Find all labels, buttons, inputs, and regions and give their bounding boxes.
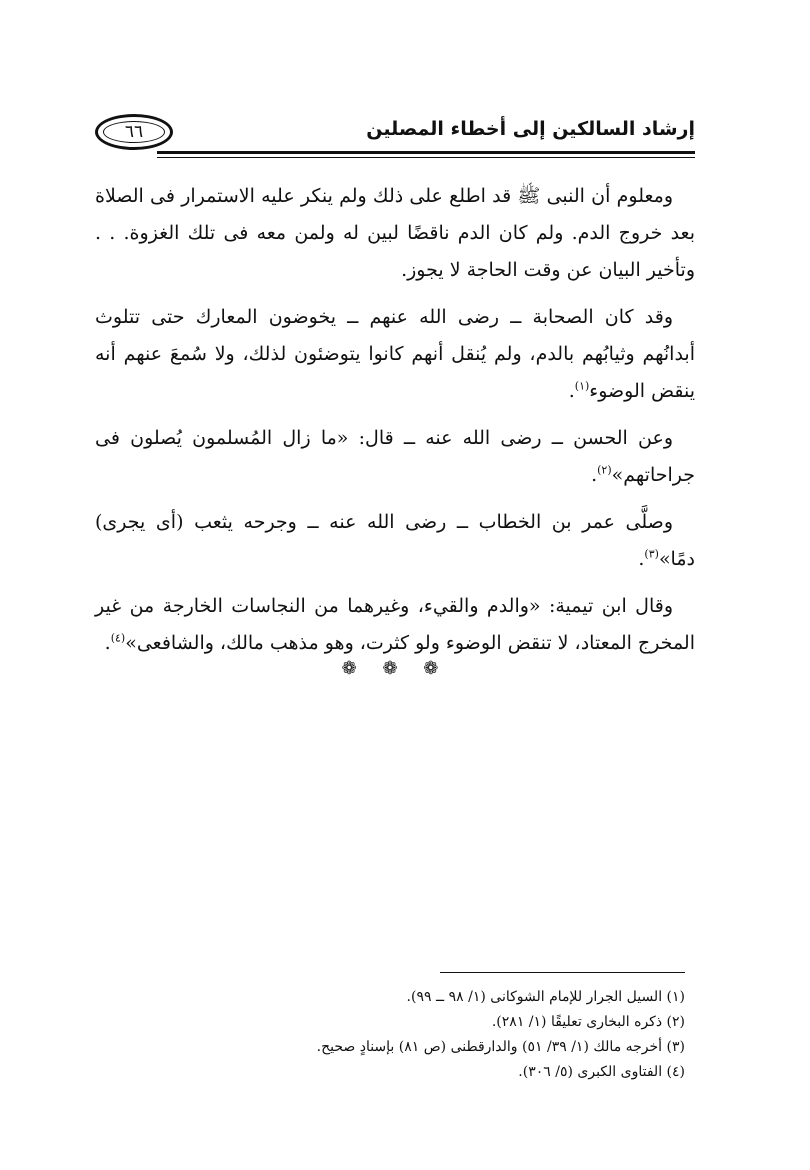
footnote-ref[interactable]: (١) <box>574 379 590 393</box>
paragraph-end: . <box>104 632 111 654</box>
paragraph-text: وصلَّى عمر بن الخطاب ــ رضى الله عنه ــ وجرحه يثعب (أى يجرى) دمًا» <box>95 511 695 570</box>
paragraph-text: وقد كان الصحابة ــ رضى الله عنهم ــ يخوضون المعارك حتى تتلوث أبدانُهم وثيابُهم بالدم، ولم يُنقل أنهم كانوا يتوضئون لذلك، ولا سُمعَ عنهم أنه ينقض الوضوء <box>95 306 695 402</box>
paragraph-end: . <box>591 464 598 486</box>
paragraph <box>95 178 695 289</box>
paragraph <box>95 588 695 662</box>
body-text <box>95 178 695 672</box>
footnotes <box>95 985 685 1085</box>
footnote-ref[interactable]: (٣) <box>644 547 659 561</box>
section-ornament: ❁ ❁ ❁ <box>341 658 449 679</box>
footnote: (١) السيل الجرار للإمام الشوكانى (١/ ٩٨ ــ ٩٩). <box>406 989 685 1005</box>
footnote: (٢) ذكره البخارى تعليقًا (١/ ٢٨١). <box>491 1014 685 1030</box>
footnote: (٣) أخرجه مالك (١/ ٣٩/ ٥١) والدارقطنى (ص ٨١) بإسنادٍ صحيح. <box>316 1039 685 1055</box>
paragraph-text: ومعلوم أن النبى ﷺ قد اطلع على ذلك ولم ينكر عليه الاستمرار فى الصلاة بعد خروج الدم. ولم كان الدم ناقضًا لبين له ولمن معه فى تلك الغزوة. . . وتأخير البيان عن وقت الحاجة لا يجوز. <box>95 185 695 281</box>
footnote-ref[interactable]: (٢) <box>597 463 612 477</box>
paragraph-end: . <box>568 380 575 402</box>
footnote-ref[interactable]: (٤) <box>110 631 126 645</box>
footnote: (٤) الفتاوى الكبرى (٥/ ٣٠٦). <box>518 1064 685 1080</box>
page-number-ornament <box>95 114 173 150</box>
paragraph <box>95 504 695 578</box>
paragraph-end: . <box>638 548 645 570</box>
page-number: ٦٦ <box>124 122 144 142</box>
paragraph <box>95 420 695 494</box>
header-rule <box>157 151 695 154</box>
footnote-separator <box>440 972 685 973</box>
running-title: إرشاد السالكين إلى أخطاء المصلين <box>366 118 695 140</box>
paragraph <box>95 299 695 410</box>
header-rule-thin <box>157 157 695 158</box>
page-header <box>95 112 695 162</box>
paragraph-text: وقال ابن تيمية: «والدم والقيء، وغيرهما من النجاسات الخارجة من غير المخرج المعتاد، لا تنقض الوضوء ولو كثرت، وهو مذهب مالك، والشافعى» <box>95 595 695 654</box>
paragraph-text: وعن الحسن ــ رضى الله عنه ــ قال: «ما زال المُسلمون يُصلون فى جراحاتهم» <box>95 427 695 486</box>
